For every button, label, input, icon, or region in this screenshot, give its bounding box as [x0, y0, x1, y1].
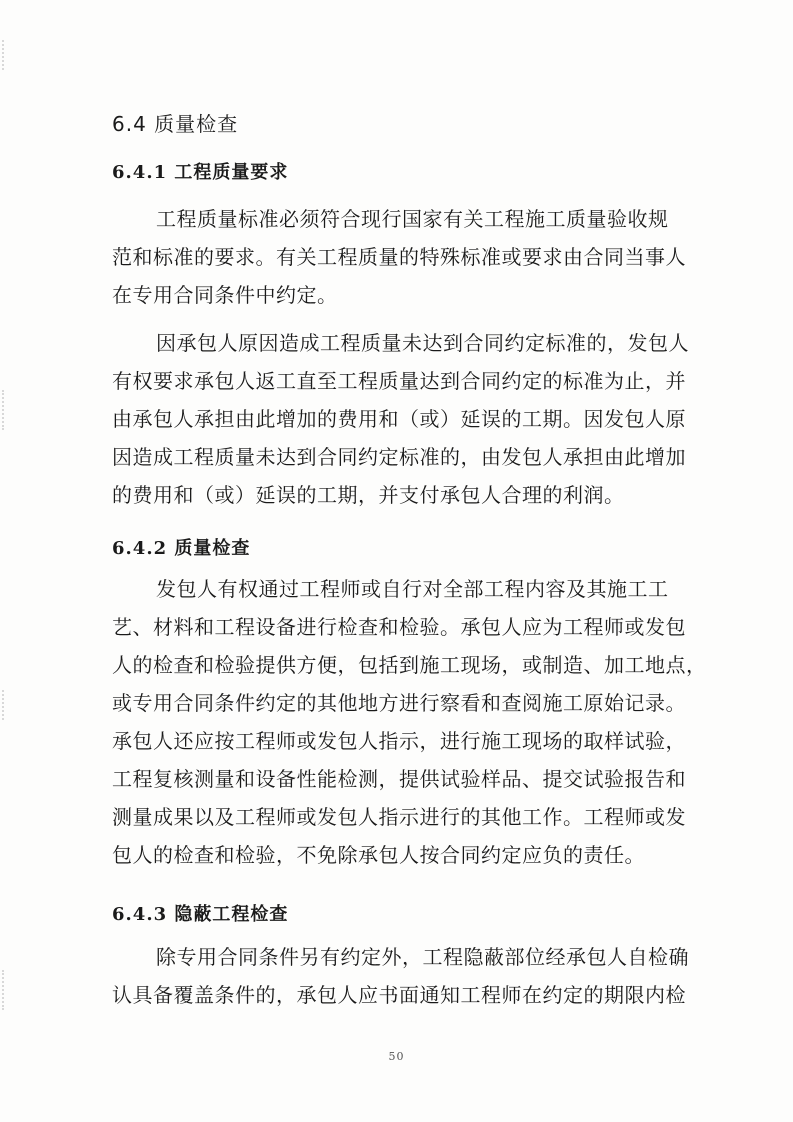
scan-speckle	[2, 390, 16, 430]
text-line: 包人的检查和检验，不免除承包人按合同约定应负的责任。	[112, 843, 645, 867]
subsection-heading-6-4-1: 6.4.1 工程质量要求	[112, 162, 289, 183]
text-line: 艺、材料和工程设备进行检查和检验。承包人应为工程师或发包	[112, 615, 686, 639]
text-line: 因承包人原因造成工程质量未达到合同约定标准的，发包人	[156, 331, 689, 355]
scan-speckle	[2, 690, 16, 720]
text-line: 测量成果以及工程师或发包人指示进行的其他工作。工程师或发	[112, 805, 686, 829]
text-line: 范和标准的要求。有关工程质量的特殊标准或要求由合同当事人	[112, 245, 686, 269]
paragraph	[112, 324, 692, 514]
text-line: 发包人有权通过工程师或自行对全部工程内容及其施工工	[156, 577, 669, 601]
text-line: 或专用合同条件约定的其他地方进行察看和查阅施工原始记录。	[112, 691, 686, 715]
text-line: 认具备覆盖条件的，承包人应书面通知工程师在约定的期限内检	[112, 983, 686, 1007]
text-line: 有权要求承包人返工直至工程质量达到合同约定的标准为止，并	[112, 369, 686, 393]
text-line: 由承包人承担由此增加的费用和（或）延误的工期。因发包人原	[112, 407, 686, 431]
paragraph	[112, 570, 707, 874]
text-line: 工程质量标准必须符合现行国家有关工程施工质量验收规	[156, 207, 669, 231]
page-number: 50	[388, 1050, 405, 1063]
scan-speckle	[2, 40, 16, 70]
paragraph	[112, 200, 692, 314]
text-line: 因造成工程质量未达到合同约定标准的，由发包人承担由此增加	[112, 445, 686, 469]
text-line: 工程复核测量和设备性能检测，提供试验样品、提交试验报告和	[112, 767, 686, 791]
text-line: 承包人还应按工程师或发包人指示，进行施工现场的取样试验，	[112, 729, 686, 753]
section-title: 6.4 质量检查	[112, 112, 239, 136]
scan-speckle	[2, 970, 16, 1010]
subsection-heading-6-4-3: 6.4.3 隐蔽工程检查	[112, 904, 289, 925]
paragraph	[112, 938, 692, 1014]
text-line: 的费用和（或）延误的工期，并支付承包人合理的利润。	[112, 483, 625, 507]
text-line: 人的检查和检验提供方便，包括到施工现场，或制造、加工地点，	[112, 653, 707, 677]
subsection-heading-6-4-2: 6.4.2 质量检查	[112, 538, 251, 559]
text-line: 除专用合同条件另有约定外，工程隐蔽部位经承包人自检确	[156, 945, 689, 969]
text-line: 在专用合同条件中约定。	[112, 283, 338, 307]
